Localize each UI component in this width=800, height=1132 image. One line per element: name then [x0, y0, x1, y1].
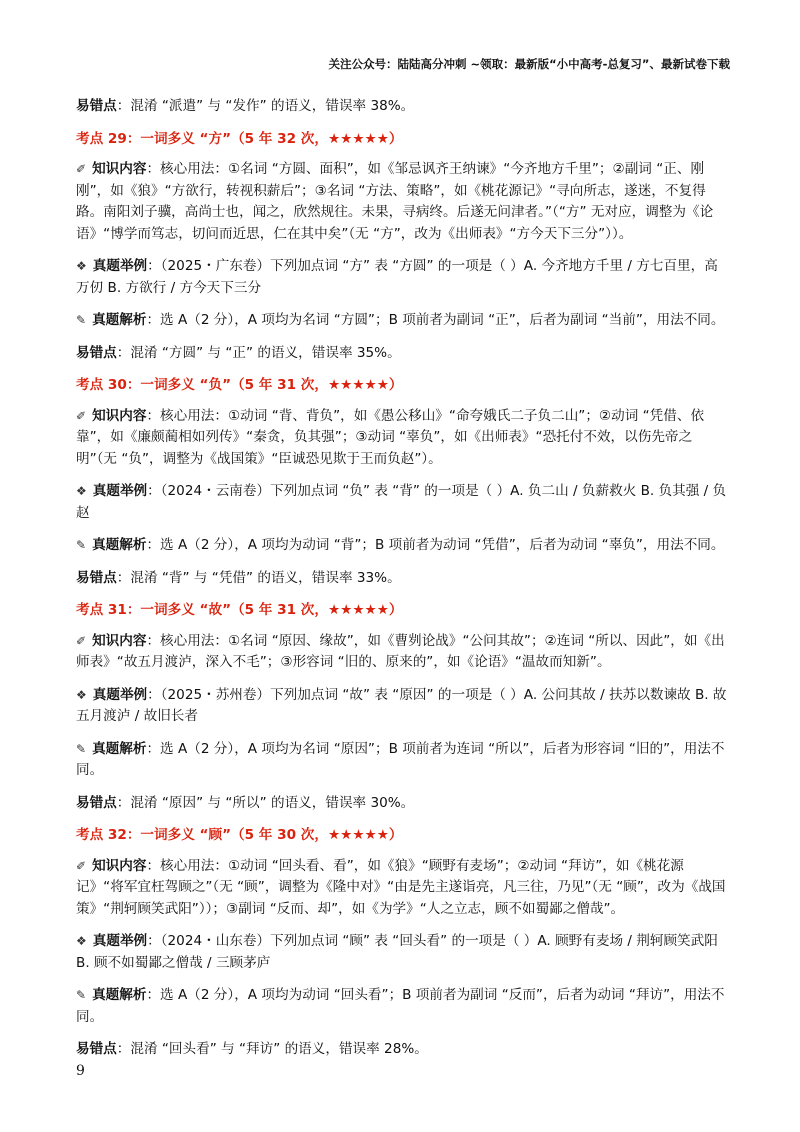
- error-text: ：混淆 “背” 与 “凭借” 的语义，错误率 33%。: [116, 569, 401, 586]
- analysis-text: ：选 A（2 分），A 项均为动词 “回头看”；B 项前者为副词 “反而”，后者为动词 “拜访”，用法不同。: [76, 987, 725, 1025]
- analysis-block: [76, 310, 728, 332]
- analysis-label: 真题解析: [92, 312, 147, 328]
- pencil-icon: ✐: [76, 408, 87, 423]
- analysis-label: 真题解析: [92, 537, 147, 553]
- section-title: 考点 29：一词多义 “方”（5 年 32 次，★★★★★）: [76, 130, 403, 147]
- knowledge-text: ：核心用法：①名词 “原因、缘故”，如《曹刿论战》“公问其故”；②连词 “所以、因此”，如《出师表》“故五月渡泸，深入不毛”；③形容词 “旧的、原来的”，如《论语》“温故而知新”。: [76, 632, 725, 670]
- error-block: [76, 1039, 728, 1061]
- page-number: 9: [76, 1063, 85, 1079]
- error-block: [76, 793, 728, 815]
- example-text: ：（2025・广东卷）下列加点词 “方” 表 “方圆” 的一项是（ ）A. 今齐地方千里 / 方七百里，高万仞 B. 方欲行 / 方今天下三分: [76, 258, 718, 296]
- diamond-bullet-icon: ❖: [76, 934, 87, 948]
- error-label: 易错点: [76, 344, 117, 361]
- diamond-bullet-icon: ❖: [76, 484, 87, 498]
- example-block: [76, 256, 728, 299]
- intro-error-note: [76, 96, 728, 118]
- error-label: 易错点: [76, 569, 117, 586]
- example-block: [76, 685, 728, 728]
- error-block: [76, 568, 728, 590]
- example-block: [76, 481, 728, 524]
- error-block: [76, 343, 728, 365]
- section-kaodian-30: [76, 375, 728, 589]
- analysis-label: 真题解析: [92, 740, 147, 757]
- section-kaodian-32: [76, 825, 728, 1061]
- error-label: 易错点: [76, 98, 117, 114]
- knowledge-block: [76, 631, 728, 674]
- analysis-label: 真题解析: [92, 987, 147, 1003]
- section-title: 考点 30：一词多义 “负”（5 年 31 次，★★★★★）: [76, 377, 403, 393]
- edit-pen-icon: ✎: [76, 988, 87, 1002]
- pencil-icon: ✐: [76, 633, 87, 648]
- page-content: [76, 96, 728, 1072]
- analysis-block: [76, 739, 728, 782]
- edit-pen-icon: ✎: [76, 313, 87, 327]
- knowledge-label: 知识内容: [92, 161, 147, 177]
- knowledge-text: ：核心用法：①动词 “回头看、看”，如《狼》“顾野有麦场”；②动词 “拜访”，如《桃花源记》“将军宜枉驾顾之”（无 “顾”，调整为《隆中对》“由是先主遂诣亮，凡三往，乃见”（无 “顾”，改为《战国策》“荆轲顾笑武阳”））；③副词 “反而、却”，如《为学》“人之立志，顾不如蜀鄙之僧哉”。: [76, 857, 726, 917]
- error-text: ：混淆 “方圆” 与 “正” 的语义，错误率 35%。: [116, 344, 401, 361]
- knowledge-text: ：核心用法：①动词 “背、背负”，如《愚公移山》“命夸娥氏二子负二山”；②动词 “凭借、依靠”，如《廉颇蔺相如列传》“秦贪，负其强”；③动词 “辜负”，如《出师表》“恐托付不效，以伤先帝之明”（无 “负”，调整为《战国策》“臣诚恐见欺于王而负赵”）。: [76, 407, 705, 467]
- error-text: ：混淆 “派遣” 与 “发作” 的语义，错误率 38%。: [116, 98, 415, 114]
- edit-pen-icon: ✎: [76, 741, 87, 756]
- knowledge-text: ：核心用法：①名词 “方圆、面积”，如《邹忌讽齐王纳谏》“今齐地方千里”；②副词 “正、刚刚”，如《狼》“方欲行，转视积薪后”；③名词 “方法、策略”，如《桃花源记》“寻向所志，遂迷，不复得路。南阳刘子骥，高尚士也，闻之，欣然规往。未果，寻病终。后遂无问津者。”（“方” 无对应，调整为《论语》“博学而笃志，切问而近思，仁在其中矣”（无 “方”，改为《出师表》“方今天下三分”））。: [76, 161, 714, 242]
- section-kaodian-31: [76, 600, 728, 814]
- section-title: 考点 32：一词多义 “顾”（5 年 30 次，★★★★★）: [76, 827, 403, 843]
- diamond-bullet-icon: ❖: [76, 687, 87, 702]
- analysis-block: [76, 985, 728, 1028]
- example-text: ：（2025・苏州卷）下列加点词 “故” 表 “原因” 的一项是（ ）A. 公问其故 / 扶苏以数谏故 B. 故五月渡泸 / 故旧长者: [76, 686, 727, 724]
- knowledge-block: [76, 856, 728, 921]
- example-label: 真题举例: [92, 483, 148, 499]
- error-label: 易错点: [76, 794, 117, 811]
- analysis-block: [76, 535, 728, 557]
- analysis-text: ：选 A（2 分），A 项均为动词 “背”；B 项前者为动词 “凭借”，后者为动词 “辜负”，用法不同。: [146, 537, 725, 553]
- analysis-text: ：选 A（2 分），A 项均为名词 “方圆”；B 项前者为副词 “正”，后者为副词 “当前”，用法不同。: [146, 312, 725, 328]
- knowledge-block: [76, 406, 728, 471]
- analysis-text: ：选 A（2 分），A 项均为名词 “原因”；B 项前者为连词 “所以”，后者为形容词 “旧的”，用法不同。: [76, 740, 725, 778]
- edit-pen-icon: ✎: [76, 538, 87, 552]
- pencil-icon: ✐: [76, 162, 87, 176]
- example-text: ：（2024・山东卷）下列加点词 “顾” 表 “回头看” 的一项是（ ）A. 顾野有麦场 / 荆轲顾笑武阳 B. 顾不如蜀鄙之僧哉 / 三顾茅庐: [76, 933, 718, 971]
- knowledge-label: 知识内容: [92, 632, 147, 649]
- knowledge-label: 知识内容: [92, 857, 147, 874]
- example-block: [76, 931, 728, 974]
- example-text: ：（2024・云南卷）下列加点词 “负” 表 “背” 的一项是（ ）A. 负二山 / 负薪救火 B. 负其强 / 负赵: [76, 483, 727, 521]
- example-label: 真题举例: [92, 933, 148, 949]
- knowledge-label: 知识内容: [92, 407, 147, 424]
- pencil-icon: ✐: [76, 858, 87, 873]
- error-label: 易错点: [76, 1041, 117, 1057]
- error-text: ：混淆 “回头看” 与 “拜访” 的语义，错误率 28%。: [116, 1041, 428, 1057]
- knowledge-block: [76, 159, 728, 245]
- diamond-bullet-icon: ❖: [76, 259, 87, 273]
- page-header: 关注公众号：陆陆高分冲刺 ~领取：最新版“小中高考-总复习”、最新试卷下载: [328, 57, 730, 71]
- section-kaodian-29: [76, 129, 728, 365]
- error-text: ：混淆 “原因” 与 “所以” 的语义，错误率 30%。: [116, 794, 415, 811]
- example-label: 真题举例: [92, 686, 148, 703]
- example-label: 真题举例: [92, 258, 148, 274]
- section-title: 考点 31：一词多义 “故”（5 年 31 次，★★★★★）: [76, 602, 403, 618]
